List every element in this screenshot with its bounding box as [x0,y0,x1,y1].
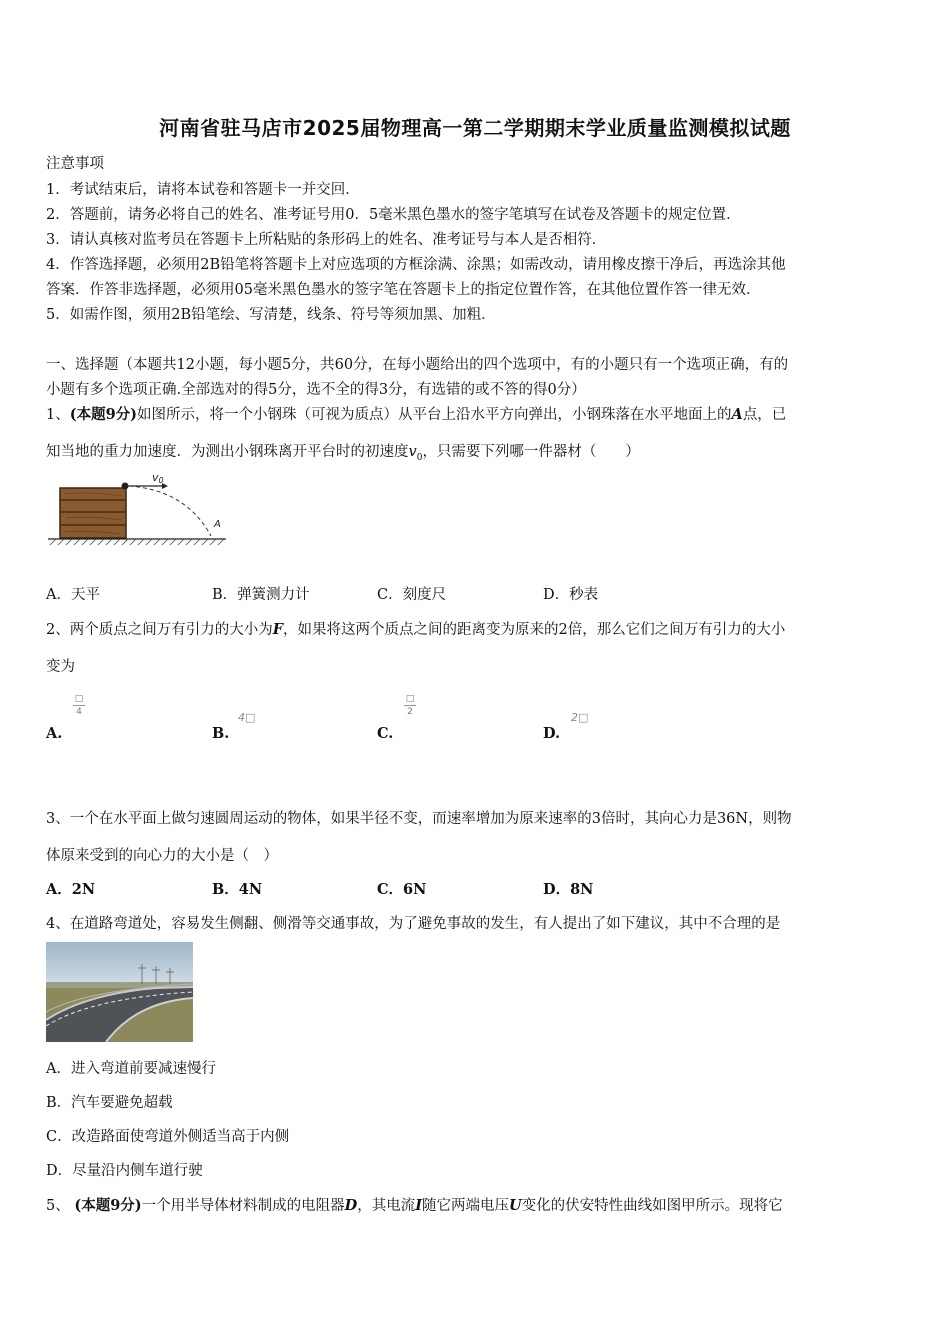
q3-line-2: 体原来受到的向心力的大小是（ ） [46,848,278,864]
q2-line-2: 变为 [46,659,75,675]
q1-v0: v [408,444,417,460]
q3-option-a: A．2N [46,881,96,898]
q1-number: 1、 [46,407,70,423]
q2-option-a-expr: □ 4 [74,694,84,717]
q3-option-c: C．6N [377,881,427,898]
q2-option-d-expr: 2□ [571,711,589,724]
q5-text-a: 一个用半导体材料制成的电阻器 [141,1198,345,1214]
q2-text-a: 2、两个质点之间万有引力的大小为 [46,622,273,638]
q1-v0-sub: 0 [416,452,423,463]
q5-voltage-u: U [509,1197,522,1214]
q2-option-d-label: D. [543,725,561,742]
q1-option-d: D．秒表 [543,587,599,603]
q1-text-a: 如图所示，将一个小钢珠（可视为质点）从平台上沿水平方向弹出，小钢珠落在水平地面上的 [137,407,732,423]
fig-point-a-label: A [214,519,221,530]
q4-option-d: D．尽量沿内侧车道行驶 [46,1163,203,1179]
q1-line-1 [46,403,786,424]
q2-option-c-expr: □ 2 [405,694,415,717]
q1-point-a: A [731,406,743,423]
q1-text-d: ，只需要下列哪一件器材（ ） [422,444,640,460]
fig-v0-label: v0 [152,471,164,485]
q4-option-c: C．改造路面使弯道外侧适当高于内侧 [46,1129,290,1145]
q5-text-d: 变化的伏安特性曲线如图甲所示。现将它 [521,1198,783,1214]
q5-current-i: I [415,1197,423,1214]
q5-tag: (本题9分) [74,1197,142,1214]
q1-option-b: B．弹簧测力计 [212,587,310,603]
q2-option-a-label: A. [46,725,63,742]
notice-item-4: 4．作答选择题，必须用2B铅笔将答题卡上对应选项的方框涂满、涂黑；如需改动，请用橡皮擦干净后，再选涂其他 [46,257,786,273]
q4-road-photo [46,942,193,1042]
q1-option-a: A．天平 [46,587,100,603]
q1-figure [46,470,228,546]
steel-ball [122,483,129,490]
q2-text-b: ，如果将这两个质点之间的距离变为原来的2倍，那么它们之间万有引力的大小 [283,622,786,638]
notice-item-1: 1．考试结束后，请将本试卷和答题卡一并交回． [46,182,360,198]
notice-item-5: 5．如需作图，须用2B铅笔绘、写清楚，线条、符号等须加黑、加粗． [46,307,496,323]
q1-line-2 [46,440,640,463]
q1-option-c: C．刻度尺 [377,587,447,603]
q2-option-b-expr: 4□ [238,711,256,724]
q2-option-c-label: C. [377,725,394,742]
q5-text-b: ，其电流 [357,1198,416,1214]
q5-text-c: 随它两端电压 [422,1198,510,1214]
q1-text-c: 知当地的重力加速度．为测出小钢珠离开平台时的初速度 [46,444,409,460]
q2-line-1 [46,618,785,639]
q5-line-1 [46,1194,783,1215]
q1-tag: (本题9分) [69,406,138,423]
q4-option-a: A．进入弯道前要减速慢行 [46,1061,216,1077]
q3-option-d: D．8N [543,881,594,898]
page-title: 河南省驻马店市2025届物理高一第二学期期末学业质量监测模拟试题 [159,116,791,140]
q3-option-b: B．4N [212,881,263,898]
notice-heading: 注意事项 [46,156,104,172]
q4-option-b: B．汽车要避免超载 [46,1095,173,1111]
section-heading-line-1: 一、选择题（本题共12小题，每小题5分，共60分，在每小题给出的四个选项中，有的小题只有一个选项正确，有的 [46,357,789,373]
q5-resistor-d: D [344,1197,358,1214]
notice-item-2: 2．答题前，请务必将自己的姓名、准考证号用0．5毫米黑色墨水的签字笔填写在试卷及答题卡的规定位置． [46,207,741,223]
q2-force: F [272,621,284,638]
notice-item-3: 3．请认真核对监考员在答题卡上所粘贴的条形码上的姓名、准考证号与本人是否相符． [46,232,607,248]
q3-line-1: 3、一个在水平面上做匀速圆周运动的物体，如果半径不变，而速率增加为原来速率的3倍时，其向心力是36N，则物 [46,811,792,827]
q2-option-b-label: B. [212,725,230,742]
section-heading-line-2: 小题有多个选项正确.全部选对的得5分，选不全的得3分，有选错的或不答的得0分） [46,382,586,398]
notice-item-4-cont: 答案．作答非选择题，必须用05毫米黑色墨水的签字笔在答题卡上的指定位置作答，在其他位置作答一律无效． [46,282,761,298]
q1-text-b: 点，已 [742,407,787,423]
q4-text: 4、在道路弯道处，容易发生侧翻、侧滑等交通事故，为了避免事故的发生，有人提出了如下建议，其中不合理的是 [46,916,781,932]
q5-number: 5、 [46,1198,70,1214]
trajectory [129,486,211,536]
